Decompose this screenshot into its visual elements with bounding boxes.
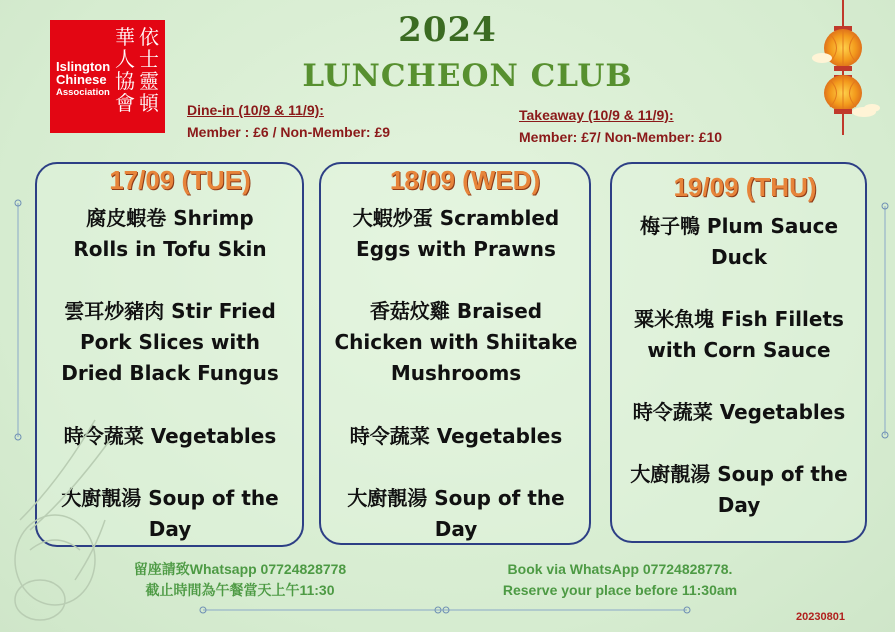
dish-line: Chicken with Shiitake (334, 330, 578, 354)
document-code: 20230801 (796, 611, 845, 623)
footer-zh-line1: 留座請致Whatsapp 07724828778 (133, 561, 347, 577)
logo-line-association: Association (56, 87, 110, 98)
dish-wed-4 (322, 483, 590, 545)
dine-in-pricing (187, 99, 390, 143)
dish-wed-2 (322, 296, 590, 389)
dish-tue-1 (40, 203, 300, 265)
dish-line: Day (434, 517, 478, 541)
dish-line: Day (148, 517, 192, 541)
dish-line: 香菇炆雞 Braised (369, 299, 543, 323)
takeaway-header: Takeaway (10/9 & 11/9): (519, 107, 674, 123)
date-thu: 19/09 (THU) (673, 172, 817, 202)
dish-line: 時令蔬菜 Vegetables (349, 424, 563, 448)
footer-english-booking (470, 559, 770, 601)
takeaway-pricing (519, 104, 722, 148)
right-ornament (877, 198, 893, 443)
title-luncheon-club: LUNCHEON CLUB (302, 58, 633, 94)
dish-thu-1 (612, 211, 866, 273)
title-year: 2024 (398, 10, 497, 50)
logo-line-chinese: Chinese (56, 72, 107, 87)
dish-line: Eggs with Prawns (356, 237, 556, 261)
logo-chinese-left: 華人協會 (115, 25, 135, 115)
footer-zh-line2: 截止時間為午餐當天上午11:30 (145, 582, 335, 598)
dish-wed-3 (322, 421, 590, 452)
dish-line: 大蝦炒蛋 Scrambled (352, 206, 560, 230)
dish-line: 雲耳炒豬肉 Stir Fried (64, 299, 276, 323)
dish-line: 腐皮蝦卷 Shrimp (86, 206, 254, 230)
dish-line: Rolls in Tofu Skin (73, 237, 267, 261)
dish-line: Pork Slices with (79, 330, 261, 354)
logo-chinese-right: 依士靈頓 (139, 25, 159, 115)
dish-line: 時令蔬菜 Vegetables (63, 424, 277, 448)
dish-tue-2 (40, 296, 300, 389)
dine-in-prices: Member : £6 / Non-Member: £9 (187, 124, 391, 140)
dish-line: 大廚靚湯 Soup of the (630, 462, 848, 486)
dish-line: Duck (711, 245, 767, 269)
bottom-ornament (195, 602, 695, 618)
dish-line: Mushrooms (390, 361, 522, 385)
date-wed: 18/09 (WED) (389, 165, 541, 195)
takeaway-prices: Member: £7/ Non-Member: £10 (519, 129, 723, 145)
dish-thu-2 (612, 304, 866, 366)
dish-line: 大廚靚湯 Soup of the (347, 486, 565, 510)
dish-wed-1 (322, 203, 590, 265)
logo-line-islington: Islington (56, 59, 111, 74)
dish-thu-3 (612, 397, 866, 428)
dish-line: 時令蔬菜 Vegetables (632, 400, 846, 424)
date-tue: 17/09 (TUE) (109, 165, 251, 195)
dish-line: Day (717, 493, 761, 517)
dish-line: 大廚靚湯 Soup of the (61, 486, 279, 510)
dish-line: 梅子鴨 Plum Sauce (639, 214, 839, 238)
footer-chinese-booking (110, 559, 370, 601)
footer-en-line2: Reserve your place before 11:30am (502, 582, 738, 598)
dine-in-header: Dine-in (10/9 & 11/9): (187, 102, 324, 118)
footer-en-line1: Book via WhatsApp 07724828778. (507, 561, 733, 577)
dish-thu-4 (612, 459, 866, 521)
lantern-decoration (812, 0, 892, 140)
dish-line: Dried Black Fungus (61, 361, 279, 385)
vegetable-sketch-decoration (0, 400, 120, 632)
dish-line: with Corn Sauce (647, 338, 831, 362)
dish-line: 粟米魚塊 Fish Fillets (634, 307, 844, 331)
